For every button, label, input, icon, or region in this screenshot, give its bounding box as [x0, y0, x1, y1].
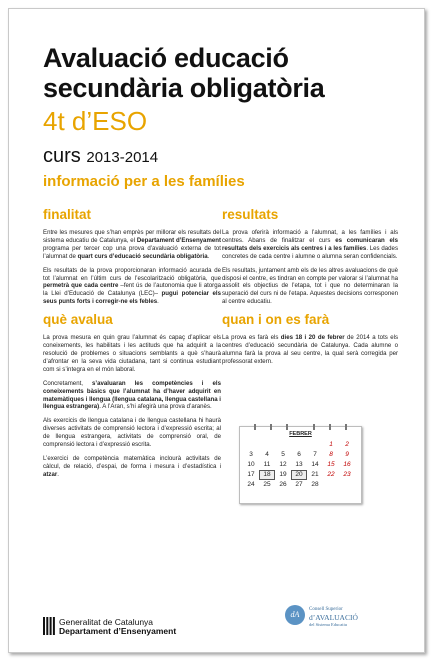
calendar-day: 7: [313, 451, 317, 458]
audience-heading: informació per a les famílies: [43, 173, 245, 190]
cse-line-2: d’AVALUACIÓ: [309, 613, 358, 622]
page-title: [43, 43, 413, 103]
calendar-day: 1: [329, 441, 333, 448]
calendar-day: 18: [259, 470, 275, 480]
calendar-day: 10: [247, 461, 255, 468]
cse-line-3: del Sistema Educatiu: [309, 622, 347, 627]
right-column: [222, 207, 398, 372]
calendar-day: [307, 440, 323, 450]
generalitat-logo: [43, 615, 208, 639]
resultats-paragraph-2: Els resultats, juntament amb els de les altres avaluacions de què disposi el centre, es tindran en compte per valorar si l’alumnat ha assolit els objectius de l’etapa, tot i que no determinaran la superació del curs ni de l’etapa. Aquestes decisions corresponen al centre educatiu.: [222, 266, 398, 306]
calendar-week-row: [243, 480, 355, 490]
title-line-1: Avaluació educació: [43, 43, 289, 73]
calendar-day: 25: [263, 481, 271, 488]
calendar-day: 16: [343, 461, 351, 468]
calendar-day: [243, 440, 259, 450]
calendar-day: [323, 480, 339, 490]
curs-years: 2013-2014: [86, 149, 159, 166]
calendar-day: [339, 480, 355, 490]
calendar-week-row: [243, 440, 355, 450]
calendar-ring: [345, 424, 347, 430]
calendar-day: 12: [279, 461, 287, 468]
resultats-paragraph-1: La prova oferirà informació a l’alumnat, a les famílies i als centres. Abans de finalitzar el curs es comunicaran els resultats dels exercicis als centres i a les famílies. Les dades concretes de cada centre i alumne o alumna seran confidencials.: [222, 229, 398, 260]
section-heading-que-avalua: què avalua: [43, 312, 113, 328]
calendar-week-row: [243, 470, 355, 480]
senyera-icon: [43, 617, 55, 635]
section-heading-resultats: resultats: [222, 207, 279, 222]
calendar-day: 26: [279, 481, 287, 488]
curs-label: curs: [43, 145, 81, 167]
calendar-day: 9: [345, 451, 349, 458]
calendar-day: 13: [295, 461, 303, 468]
finalitat-paragraph-1: Entre les mesures que s’han emprès per millorar els resultats del sistema educatiu de Catalunya, el Departament d’Ensenyament programa per tercer cop una prova d’avaluació externa de tot l’alumnat de quart curs d’educació secundària obligatòria.: [43, 229, 222, 260]
calendar-day: 24: [247, 481, 255, 488]
que-avalua-paragraph-3: Als exercicis de llengua catalana i de llengua castellana hi haurà diverses activitats de comprensió lectora i d’expressió escrita; al de llengua estrangera, activitats de comprensió oral, de comprensió lectora i d’expressió escrita.: [43, 417, 221, 449]
calendar-day: 15: [327, 461, 335, 468]
generalitat-name: Generalitat de Catalunya: [59, 617, 154, 627]
calendar-day: 22: [327, 471, 335, 478]
calendar-day: 17: [247, 471, 255, 478]
que-avalua-paragraph-2: Concretament, s’avaluaran les competències i els coneixements bàsics que l’alumnat ha d’haver adquirit en matemàtiques i llengua (llengua catalana, llengua castellana i llengua estrangera). A l’Aran, s’hi afegirà una prova d’aranès.: [43, 379, 221, 411]
calendar-week-row: [243, 460, 355, 470]
calendar-day: 27: [295, 481, 303, 488]
february-calendar: [239, 426, 362, 504]
calendar-month: FEBRER: [289, 431, 312, 437]
title-line-2: secundària obligatòria: [43, 73, 325, 103]
cse-line-1: Consell Superior: [309, 607, 343, 612]
que-avalua-paragraph-4: L’exercici de competència matemàtica inclourà activitats de càlcul, de relació, d’espai, de forma i mesura i d’estadística i atzar.: [43, 454, 221, 478]
calendar-day: [291, 440, 307, 450]
calendar-day: 20: [291, 470, 307, 480]
section-heading-quan-i-on: quan i on es farà: [222, 312, 330, 328]
calendar-day: 21: [311, 471, 319, 478]
calendar-day: [275, 440, 291, 450]
calendar-day: 2: [345, 441, 349, 448]
calendar-ring: [286, 424, 288, 430]
calendar-ring: [270, 424, 272, 430]
calendar-grid: [243, 440, 355, 490]
calendar-day: 11: [263, 461, 271, 468]
que-avalua-paragraph-1: La prova mesura en quin grau l’alumnat és capaç d’aplicar els coneixements, les habilitats i les actituds que ha adquirit a la resolució de problemes o situacions semblants a què s’haurà d’afrontar en la seva vida ciutadana, tant si continua estudiant com si s’integra en el món laboral.: [43, 334, 221, 373]
document-page: [8, 8, 425, 653]
calendar-ring: [254, 424, 256, 430]
calendar-day: 6: [297, 451, 301, 458]
calendar-day: 19: [279, 471, 287, 478]
calendar-day: [259, 440, 275, 450]
cse-logo: [285, 605, 410, 641]
calendar-day: 8: [329, 451, 333, 458]
calendar-ring: [329, 424, 331, 430]
calendar-week-row: [243, 450, 355, 460]
school-year: [43, 145, 158, 168]
calendar-day: 4: [265, 451, 269, 458]
quan-paragraph-1: La prova es farà els dies 18 i 20 de febrer de 2014 a tots els centres d’educació secundària de Catalunya. Cada alumne o alumna farà la prova al seu centre, la qual serà corregida per professorat extern.: [222, 334, 398, 365]
calendar-day: 14: [311, 461, 319, 468]
section-heading-finalitat: finalitat: [43, 207, 92, 222]
calendar-ring: [313, 424, 315, 430]
calendar-day: 23: [343, 471, 351, 478]
calendar-day: 5: [281, 451, 285, 458]
page-subtitle: 4t d’ESO: [43, 106, 148, 136]
department-name: Departament d’Ensenyament: [59, 626, 177, 636]
finalitat-paragraph-2: Els resultats de la prova proporcionaran informació acurada de tot l’alumnat en l’últim curs de l’escolarització obligatòria, que permetrà que cada centre –fent ús de l’autonomia que li atorga la Llei d’Educació de Catalunya (LEC)– pugui potenciar els seus punts forts i corregir-ne els febles.: [43, 266, 222, 306]
calendar-day: 3: [249, 451, 253, 458]
cse-badge-icon: dA: [285, 605, 305, 625]
calendar-day: 28: [311, 481, 319, 488]
left-column: [43, 207, 221, 485]
